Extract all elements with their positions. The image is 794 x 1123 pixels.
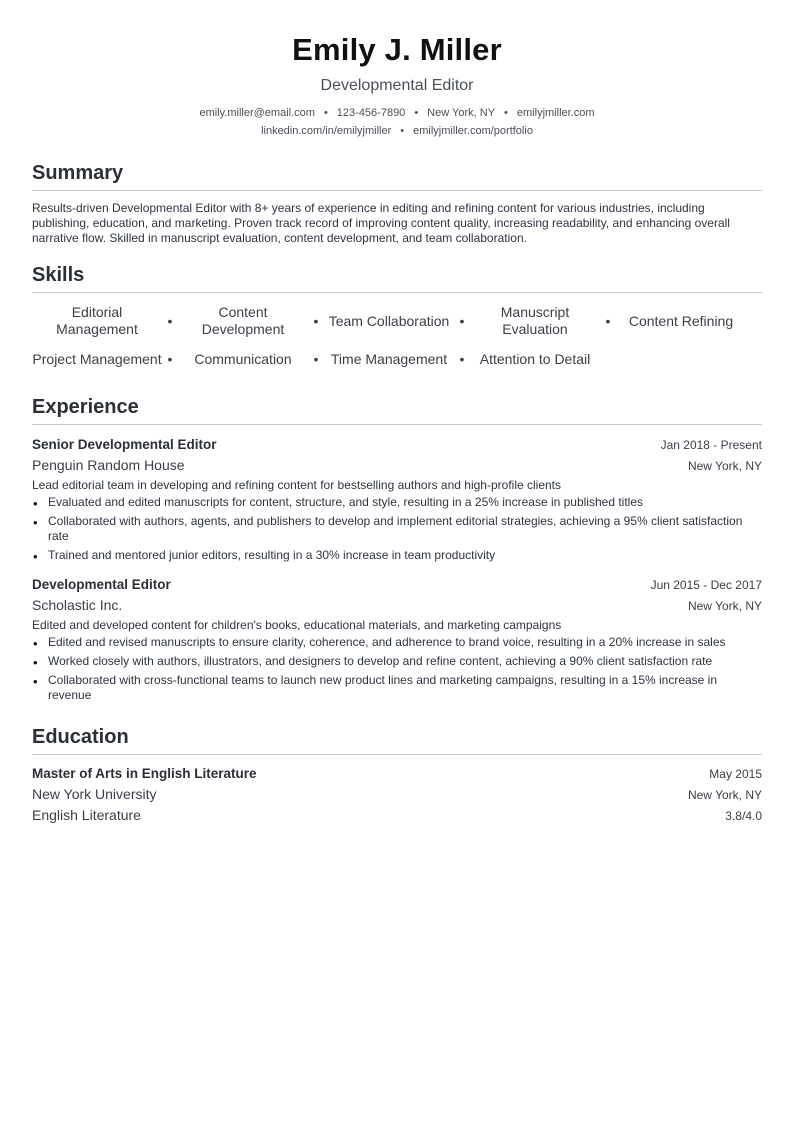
skill-separator: • [167, 313, 173, 329]
job-bullets [32, 495, 762, 563]
job-bullet-text: Worked closely with authors, illustrators, and designers to develop and refine content, achieving a 90% client satisfaction rate [48, 654, 713, 668]
skill-item: Manuscript Evaluation [500, 304, 570, 337]
contact-linkedin[interactable]: linkedin.com/in/emilyjmiller [261, 125, 392, 137]
contact-separator: • [323, 107, 328, 119]
education-school-row [32, 784, 762, 805]
job-bullet [32, 514, 762, 544]
resume-header [32, 0, 762, 139]
job-bullet-text: Trained and mentored junior editors, resulting in a 30% increase in team productivity [48, 548, 496, 562]
education-school: New York University [32, 786, 157, 802]
job-entry [32, 575, 762, 703]
job-bullet [32, 673, 762, 703]
candidate-role: Developmental Editor [320, 77, 474, 94]
education-field-row [32, 805, 762, 826]
job-company: Scholastic Inc. [32, 597, 123, 613]
job-location: New York, NY [687, 599, 762, 613]
contact-phone[interactable]: 123-456-7890 [336, 107, 406, 119]
job-bullet [32, 654, 762, 669]
job-bullets [32, 635, 762, 703]
section-divider [32, 190, 762, 191]
job-entry [32, 435, 762, 563]
skill-item: Communication [194, 350, 292, 367]
skill-separator: • [313, 313, 319, 329]
job-bullet-text: Evaluated and edited manuscripts for content, structure, and style, resulting in a 25% increase in published titles [48, 495, 644, 509]
job-description: Lead editorial team in developing and refining content for bestselling authors and high-profile clients [32, 478, 562, 492]
job-description: Edited and developed content for children's books, educational materials, and marketing campaigns [32, 618, 562, 632]
contact-email[interactable]: emily.miller@email.com [199, 107, 315, 119]
job-bullet-text: Collaborated with authors, agents, and publishers to develop and implement editorial strategies, achieving a 95% client satisfaction rate [48, 514, 743, 543]
education-entry [32, 763, 762, 826]
contact-location: New York, NY [427, 107, 496, 119]
job-location: New York, NY [687, 459, 762, 473]
education-location: New York, NY [687, 788, 762, 802]
job-title-row [32, 435, 762, 455]
bullet-icon: • [33, 515, 38, 530]
contact-website[interactable]: emilyjmiller.com [516, 107, 595, 119]
job-bullet [32, 548, 762, 563]
education-section [32, 725, 762, 826]
job-title: Developmental Editor [32, 577, 171, 592]
bullet-icon: • [33, 636, 38, 651]
skill-item: Project Management [32, 350, 162, 367]
skills-grid [32, 302, 762, 378]
bullet-icon: • [33, 674, 38, 689]
job-company: Penguin Random House [32, 457, 185, 473]
contact-separator: • [414, 107, 419, 119]
section-divider [32, 754, 762, 755]
job-bullet-text: Collaborated with cross-functional teams to launch new product lines and marketing campaigns, resulting in a 15% increase in revenue [48, 673, 718, 702]
education-gpa: 3.8/4.0 [725, 809, 762, 823]
job-title-row [32, 575, 762, 595]
experience-section [32, 395, 762, 703]
skill-separator: • [313, 351, 319, 367]
job-bullet-text: Edited and revised manuscripts to ensure clarity, coherence, and adherence to brand voice, resulting in a 20% increase in sales [48, 635, 726, 649]
contact-portfolio[interactable]: emilyjmiller.com/portfolio [413, 125, 533, 137]
summary-text: Results-driven Developmental Editor with 8+ years of experience in editing and refining content for various industries, including publishing, education, and marketing. Proven track record of improving content quality, increasing readability, and enhancing overall narrative flow. Skilled in manuscript evaluation, content development, and team collaboration. [32, 201, 730, 245]
education-field: English Literature [32, 807, 141, 823]
skill-item: Time Management [330, 350, 448, 367]
section-title-summary: Summary [32, 162, 124, 184]
skill-separator: • [459, 313, 465, 329]
contact-separator: • [504, 107, 508, 119]
job-bullet [32, 495, 762, 510]
skills-row [32, 302, 762, 340]
contact-separator: • [400, 125, 405, 137]
candidate-name: Emily J. Miller [292, 32, 502, 67]
bullet-icon: • [33, 496, 38, 511]
skill-separator: • [605, 313, 611, 329]
education-degree-row [32, 763, 762, 784]
skills-section [32, 263, 762, 378]
section-title-education: Education [32, 726, 129, 748]
education-degree: Master of Arts in English Literature [32, 766, 257, 781]
job-company-row [32, 455, 762, 476]
bullet-icon: • [33, 549, 38, 564]
skill-separator: • [459, 351, 465, 367]
skill-separator: • [167, 351, 173, 367]
section-divider [32, 292, 762, 293]
job-dates: Jun 2015 - Dec 2017 [650, 578, 762, 592]
contact-line-secondary [32, 123, 762, 139]
skill-item: Editorial Management [56, 304, 138, 337]
skills-row [32, 340, 762, 378]
job-title: Senior Developmental Editor [32, 437, 217, 452]
summary-section [32, 161, 762, 246]
section-title-experience: Experience [32, 396, 139, 418]
education-date: May 2015 [709, 767, 762, 781]
section-title-skills: Skills [32, 264, 85, 286]
bullet-icon: • [33, 655, 38, 670]
section-divider [32, 424, 762, 425]
contact-line-primary [32, 105, 762, 121]
skill-item: Content Refining [628, 312, 734, 329]
job-bullet [32, 635, 762, 650]
skill-item: Attention to Detail [479, 350, 591, 367]
skill-item: Team Collaboration [328, 312, 450, 329]
job-company-row [32, 595, 762, 616]
skill-item: Content Development [201, 304, 285, 337]
job-dates: Jan 2018 - Present [660, 438, 762, 452]
